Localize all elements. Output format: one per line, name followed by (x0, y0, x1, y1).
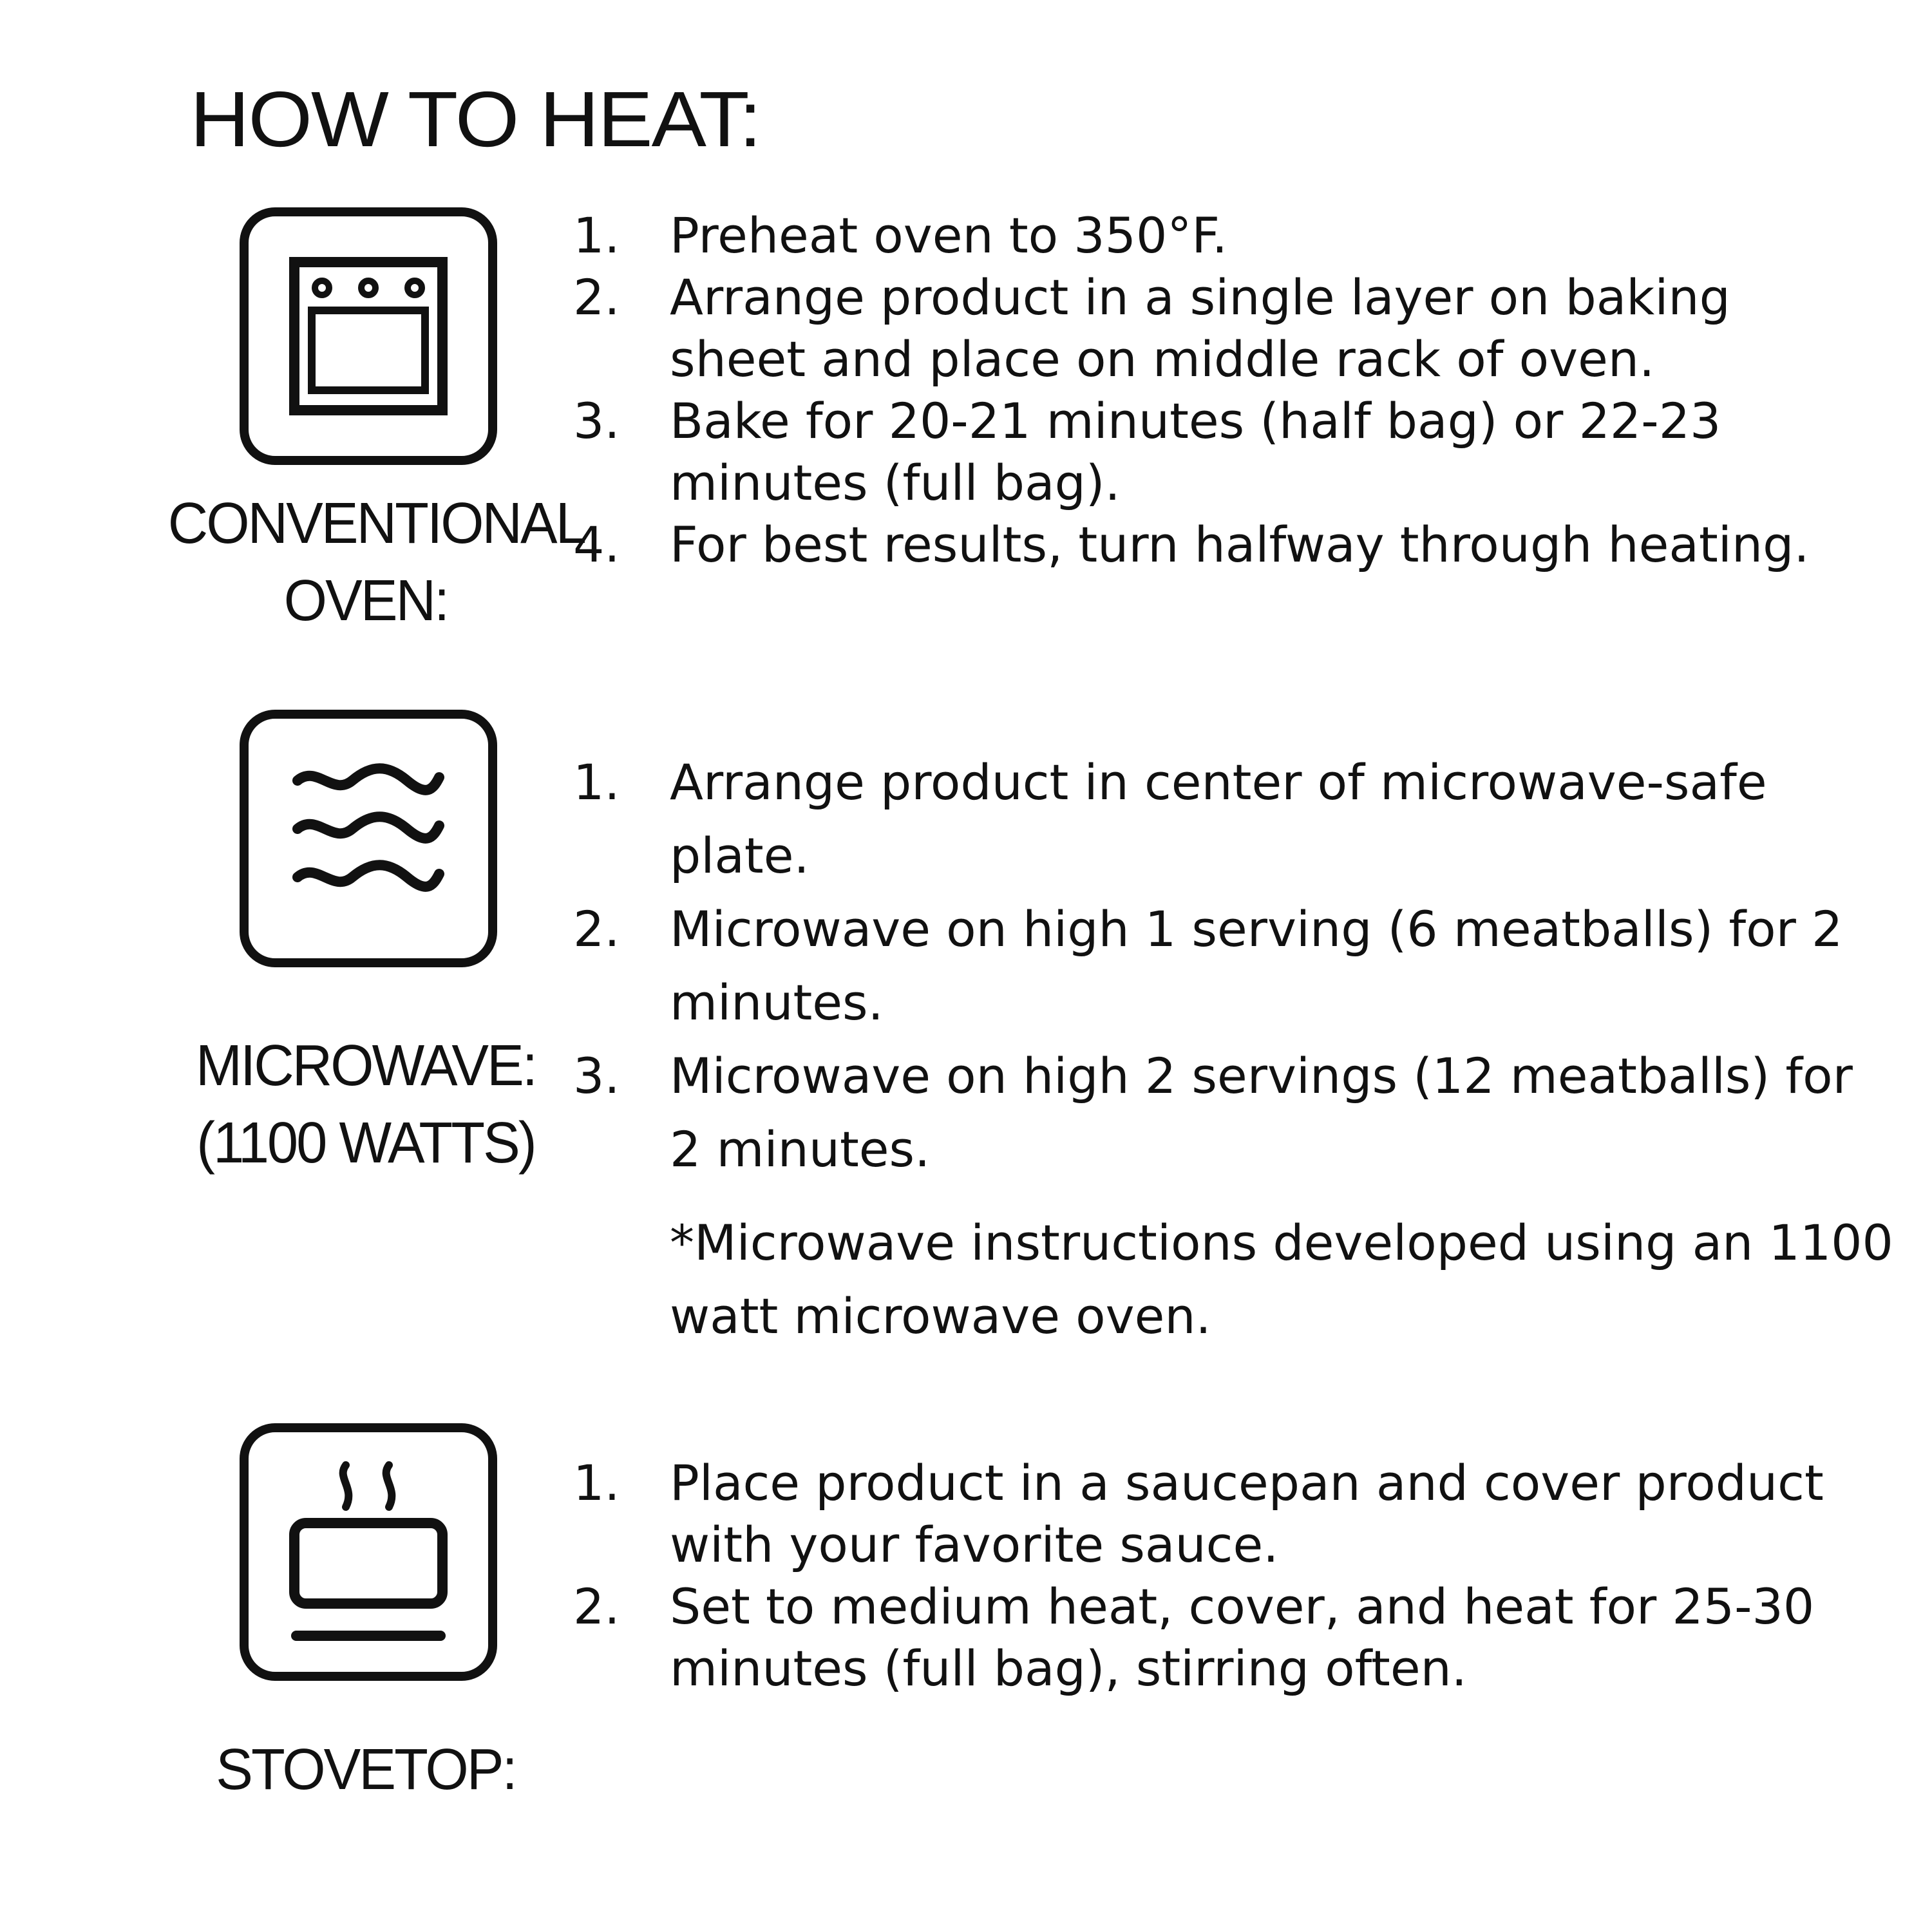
label-line: (1100 WATTS) (196, 1111, 535, 1175)
label-line: OVEN: (283, 569, 448, 633)
stovetop-steps-list (573, 1452, 1880, 1700)
list-item: 1. Preheat oven to 350°F. (573, 207, 1228, 264)
list-item: 3. Bake for 20-21 minutes (half bag) or 22-23 minutes (full bag). (573, 392, 1721, 511)
microwave-steps-list (573, 746, 1880, 1186)
microwave-icon (240, 710, 497, 967)
microwave-method-label (168, 1027, 564, 1182)
oven-icon (240, 207, 497, 465)
oven-method-label (167, 485, 585, 639)
list-item: 2. Arrange product in a single layer on baking sheet and place on middle rack of oven. (573, 269, 1730, 388)
list-item: 1. Arrange product in center of microwave-safe plate. (573, 753, 1767, 884)
label-line: MICROWAVE: (196, 1034, 536, 1098)
list-item: 4. For best results, turn halfway through heating. (573, 516, 1810, 573)
microwave-note: *Microwave instructions developed using an 1100 watt microwave oven. (670, 1214, 1893, 1345)
stovetop-method-label (168, 1731, 564, 1808)
list-item: 2. Set to medium heat, cover, and heat for 25-30 minutes (full bag), stirring often. (573, 1578, 1815, 1697)
stovetop-icon (240, 1423, 497, 1681)
label-line: CONVENTIONAL (167, 491, 585, 556)
list-item: 2. Microwave on high 1 serving (6 meatballs) for 2 minutes. (573, 900, 1843, 1031)
page-title: HOW TO HEAT: (190, 75, 761, 163)
label-line: STOVETOP: (216, 1738, 516, 1802)
list-item: 3. Microwave on high 2 servings (12 meatballs) for 2 minutes. (573, 1047, 1853, 1178)
list-item: 1. Place product in a saucepan and cover product with your favorite sauce. (573, 1454, 1824, 1573)
oven-steps-list (573, 205, 1880, 576)
